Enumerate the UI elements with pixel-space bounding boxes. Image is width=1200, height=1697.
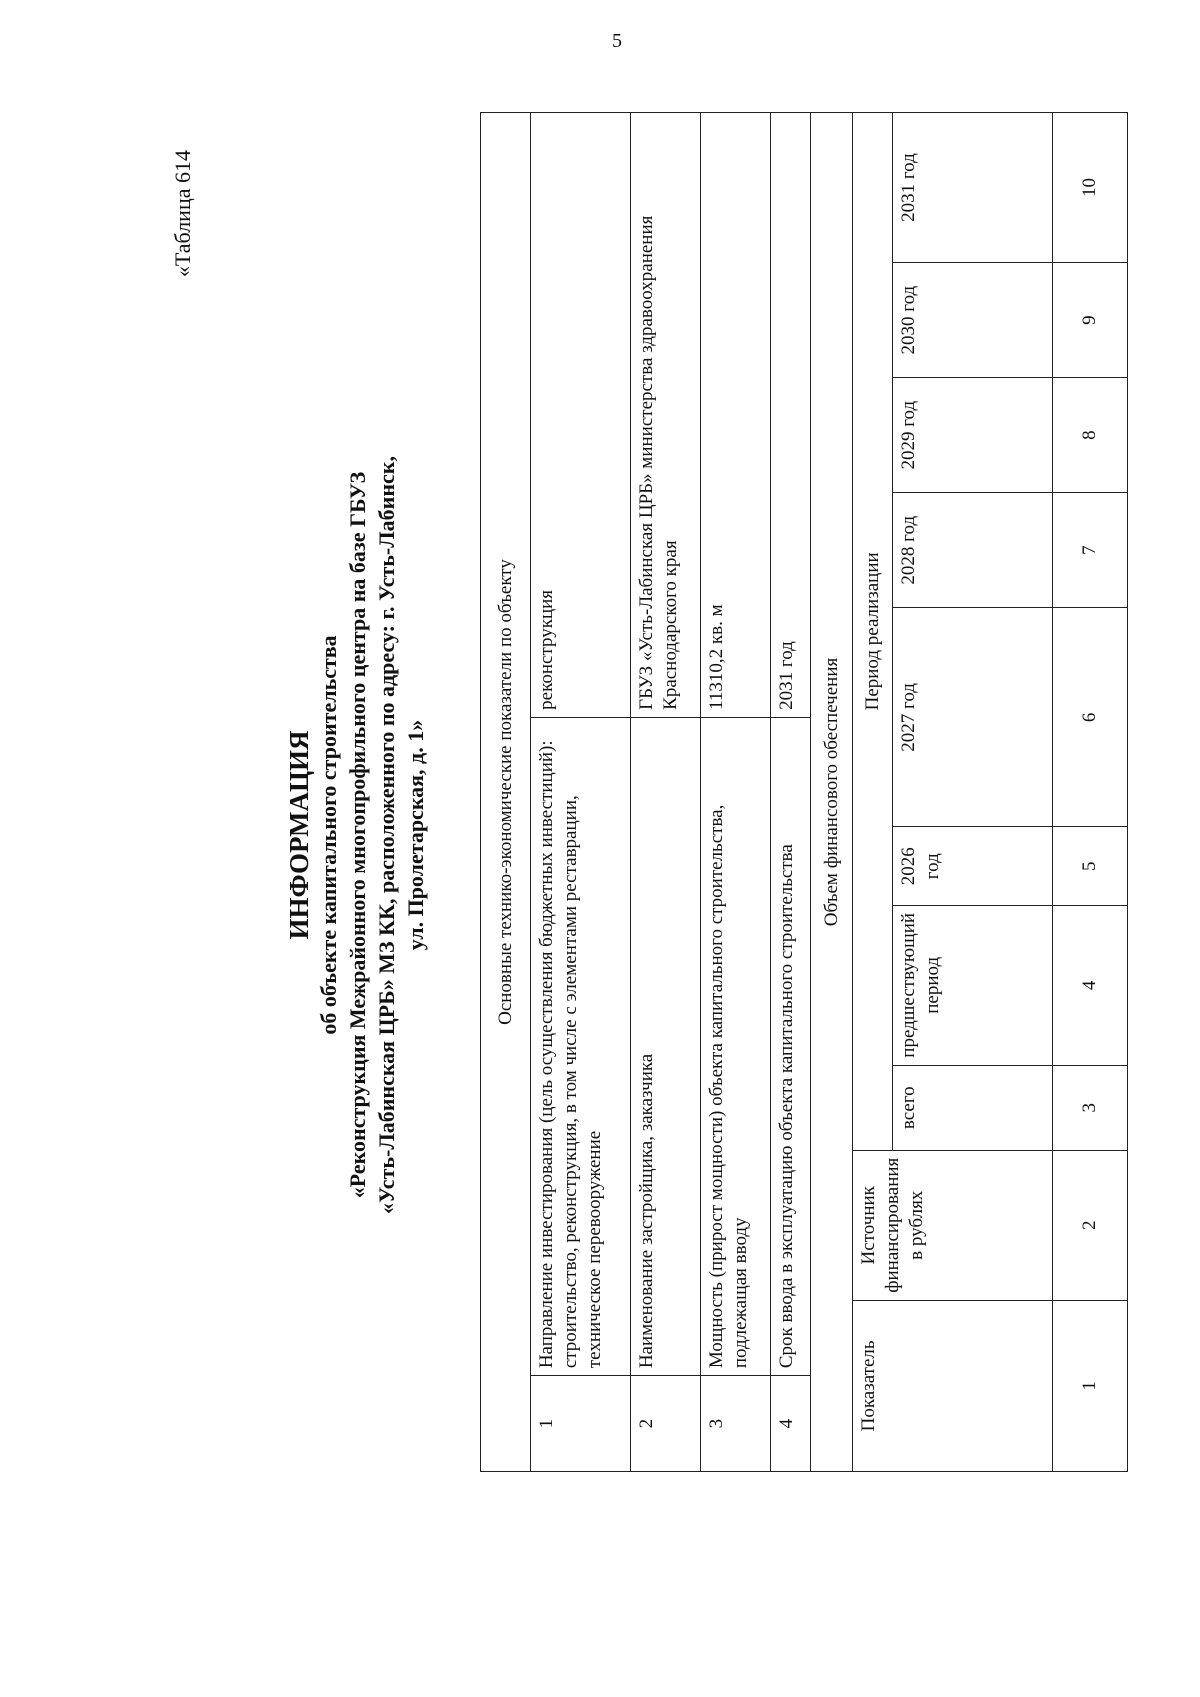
table-row <box>531 113 631 1472</box>
row-label: Направление инвестирования (цель осуществления бюджетных инвестиций): строительство, реконструкция, в том числе с элементами реставрации, техническое перевооружение <box>531 717 631 1375</box>
document-heading <box>285 70 430 1600</box>
column-number: 7 <box>1053 493 1128 608</box>
section-header-row <box>481 113 531 1472</box>
column-number: 2 <box>1053 1150 1128 1300</box>
column-number: 6 <box>1053 608 1128 827</box>
header-indicator: Показатель <box>853 1300 1053 1471</box>
row-number: 2 <box>631 1376 701 1472</box>
row-label: Наименование застройщика, заказчика <box>631 717 701 1375</box>
header-2029: 2029 год <box>893 378 1053 493</box>
heading-line-4: «Усть-Лабинская ЦРБ» МЗ КК, расположенного по адресу: г. Усть-Лабинск, <box>374 456 399 1214</box>
header-source: Источник финансирования в рублях <box>853 1150 1053 1300</box>
header-2027: 2027 год <box>893 608 1053 827</box>
row-value: 2031 год <box>771 113 811 718</box>
row-number: 1 <box>531 1376 631 1472</box>
landscape-page <box>150 70 1150 1600</box>
fin-header-row <box>853 113 893 1472</box>
page-number: 5 <box>612 30 622 52</box>
column-number: 5 <box>1053 827 1128 905</box>
column-number: 3 <box>1053 1065 1128 1150</box>
row-value: 11310,2 кв. м <box>701 113 771 718</box>
column-number: 8 <box>1053 378 1128 493</box>
header-2031: 2031 год <box>893 113 1053 263</box>
row-label: Мощность (прирост мощности) объекта капитального строительства, подлежащая вводу <box>701 717 771 1375</box>
header-2028: 2028 год <box>893 493 1053 608</box>
header-previous: предшествующий период <box>893 905 1053 1065</box>
info-table <box>480 112 1128 1472</box>
table-row <box>771 113 811 1472</box>
table-row <box>631 113 701 1472</box>
column-number: 10 <box>1053 113 1128 263</box>
row-label: Срок ввода в эксплуатацию объекта капитального строительства <box>771 717 811 1375</box>
column-number: 1 <box>1053 1300 1128 1471</box>
row-value: ГБУЗ «Усть-Лабинская ЦРБ» министерства здравоохранения Краснодарского края <box>631 113 701 718</box>
column-number: 4 <box>1053 905 1128 1065</box>
row-number: 4 <box>771 1376 811 1472</box>
header-total: всего <box>893 1065 1053 1150</box>
header-2026: 2026 год <box>893 827 1053 905</box>
heading-title: ИНФОРМАЦИЯ <box>284 730 314 940</box>
heading-line-5: ул. Пролетарская, д. 1» <box>403 719 428 951</box>
section1-title: Основные технико-экономические показатели по объекту <box>481 113 531 1472</box>
heading-line-2: об объекте капитального строительства <box>316 635 341 1035</box>
column-number-row <box>1053 113 1128 1472</box>
section-header-row <box>811 113 853 1472</box>
section2-title: Объем финансового обеспечения <box>811 113 853 1472</box>
heading-line-3: «Реконструкция Межрайонного многопрофильного центра на базе ГБУЗ <box>345 471 370 1199</box>
row-number: 3 <box>701 1376 771 1472</box>
table-row <box>701 113 771 1472</box>
header-period: Период реализации <box>853 113 893 1151</box>
row-value: реконструкция <box>531 113 631 718</box>
header-2030: 2030 год <box>893 263 1053 378</box>
table-label: «Таблица 614 <box>170 150 195 278</box>
column-number: 9 <box>1053 263 1128 378</box>
